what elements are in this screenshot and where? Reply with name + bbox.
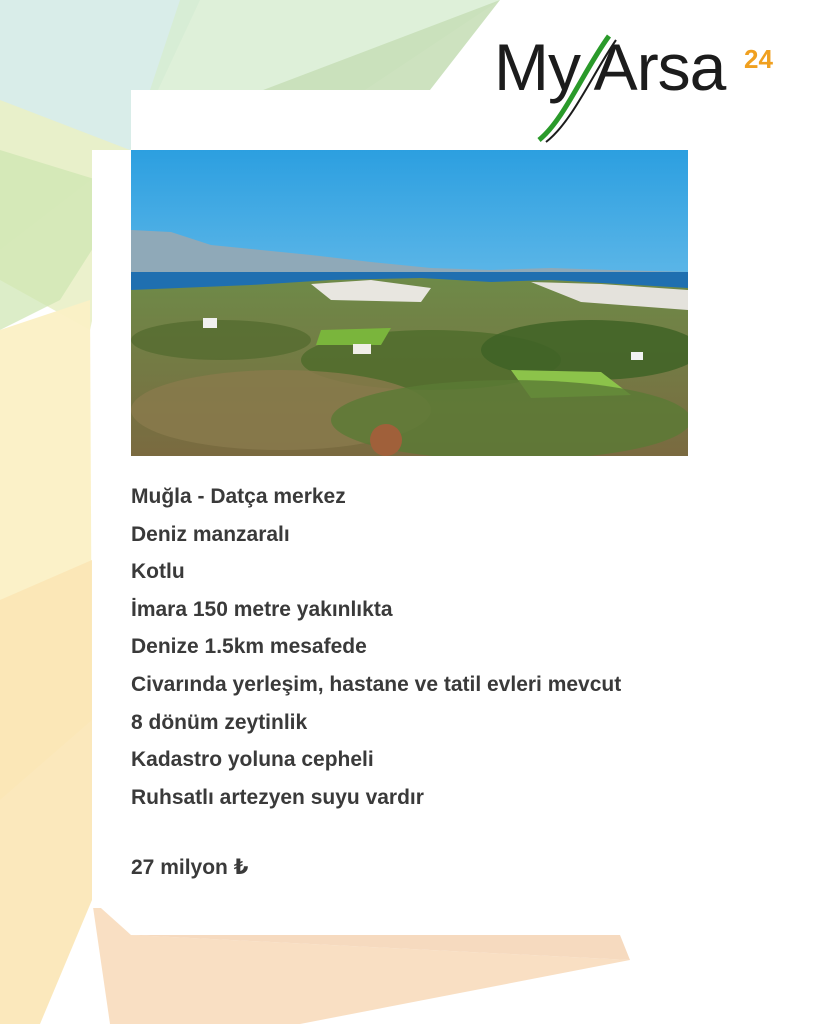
feature-artesian-water: Ruhsatlı artezyen suyu vardır — [131, 785, 424, 809]
feature-zoning: Kotlu — [131, 560, 185, 584]
feature-distance-sea: Denize 1.5km mesafede — [131, 635, 367, 659]
logo-wordmark: My Arsa — [494, 30, 726, 104]
sea-view-olive-grove-photo — [131, 150, 688, 456]
feature-proximity-zoning: İmara 150 metre yakınlıkta — [131, 597, 393, 621]
feature-surroundings: Civarında yerleşim, hastane ve tatil evleri mevcut — [131, 672, 622, 696]
feature-location: Muğla - Datça merkez — [131, 485, 346, 508]
logo-swoosh-icon — [534, 30, 624, 150]
feature-olive-grove: 8 dönüm zeytinlik — [131, 710, 308, 734]
logo-superscript: 24 — [744, 44, 773, 74]
feature-sea-view: Deniz manzaralı — [131, 522, 290, 546]
price: 27 milyon ₺ — [131, 856, 249, 879]
feature-road-frontage: Kadastro yoluna cepheli — [131, 748, 374, 772]
myarsa24-logo — [494, 30, 784, 150]
feature-list — [131, 478, 621, 816]
